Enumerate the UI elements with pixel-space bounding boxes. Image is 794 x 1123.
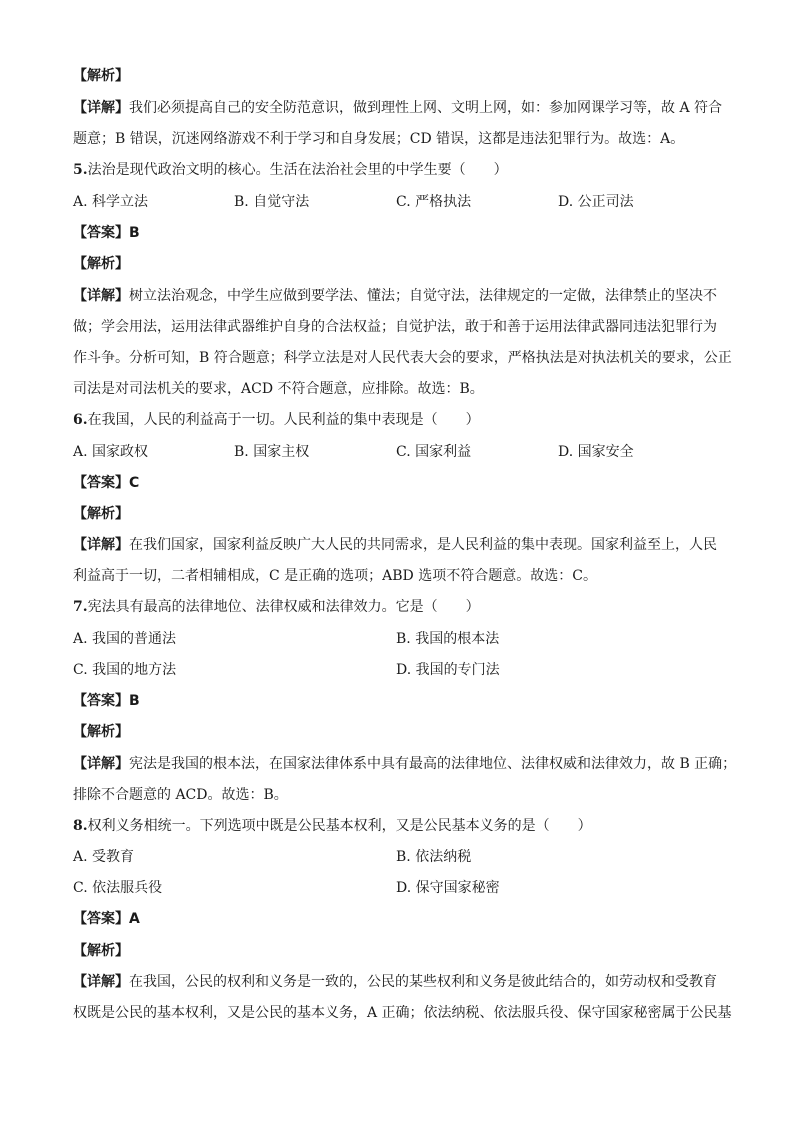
option-a: A. 科学立法 (73, 194, 149, 210)
question-stem (73, 816, 592, 836)
detail-text: 司法是对司法机关的要求，ACD 不符合题意，应排除。故选：B。 (73, 381, 484, 397)
answer-tag: 【答案】 (73, 911, 129, 927)
detail-text: 作斗争。分析可知，B 符合题意；科学立法是对人民代表大会的要求，严格执法是对执法机关的要求，公正 (73, 350, 732, 366)
detail-text: 在我们国家，国家利益反映广大人民的共同需求，是人民利益的集中表现。国家利益至上，人民 (129, 537, 717, 553)
detail-paragraph-line (73, 754, 736, 774)
analysis-heading: 【解析】 (73, 68, 129, 84)
analysis-heading: 【解析】 (73, 943, 129, 959)
option-c: C. 我国的地方法 (73, 662, 177, 678)
question-stem (73, 597, 480, 617)
option-c: C. 依法服兵役 (73, 880, 163, 896)
answer-value: A (129, 911, 140, 927)
answer-tag: 【答案】 (73, 475, 129, 491)
analysis-heading: 【解析】 (73, 256, 129, 272)
answer-value: B (129, 225, 140, 241)
question-text: 法治是现代政治文明的核心。生活在法治社会里的中学生要（ ） (87, 162, 508, 178)
question-text: 在我国，人民的利益高于一切。人民利益的集中表现是（ ） (87, 412, 480, 428)
question-number: 5. (73, 162, 88, 178)
question-number: 8. (73, 818, 88, 834)
option-b: B. 依法纳税 (396, 849, 472, 865)
detail-text: 权既是公民的基本权利，又是公民的基本义务，A 正确；依法纳税、依法服兵役、保守国家秘密属于公民基 (73, 1005, 732, 1021)
detail-tag: 【详解】 (73, 288, 129, 304)
detail-text: 在我国，公民的权利和义务是一致的，公民的某些权利和义务是彼此结合的，如劳动权和受教育 (129, 974, 717, 990)
detail-text: 做；学会用法，运用法律武器维护自身的合法权益；自觉护法，敢于和善于运用法律武器同违法犯罪行为 (73, 319, 717, 335)
detail-text: 树立法治观念，中学生应做到要学法、懂法；自觉守法，法律规定的一定做，法律禁止的坚决不 (129, 288, 717, 304)
option-d: D. 国家安全 (558, 444, 634, 460)
analysis-heading: 【解析】 (73, 724, 129, 740)
question-stem (73, 410, 480, 430)
detail-paragraph-line (73, 972, 717, 992)
detail-text: 题意；B 错误，沉迷网络游戏不利于学习和自身发展；CD 错误，这都是违法犯罪行为。故选：A。 (73, 131, 685, 147)
answer-tag: 【答案】 (73, 225, 129, 241)
option-d: D. 保守国家秘密 (396, 880, 500, 896)
question-text: 权利义务相统一。下列选项中既是公民基本权利，又是公民基本义务的是（ ） (87, 818, 592, 834)
analysis-heading: 【解析】 (73, 506, 129, 522)
option-d: D. 公正司法 (558, 194, 634, 210)
detail-text: 宪法是我国的根本法，在国家法律体系中具有最高的法律地位、法律权威和法律效力，故 B 正确； (129, 756, 737, 772)
answer-line (73, 909, 140, 929)
detail-paragraph-line (73, 286, 717, 306)
option-b: B. 国家主权 (234, 444, 310, 460)
answer-value: C (129, 475, 140, 491)
detail-tag: 【详解】 (73, 100, 129, 116)
option-a: A. 我国的普通法 (73, 631, 177, 647)
detail-tag: 【详解】 (73, 974, 129, 990)
question-stem (73, 160, 508, 180)
option-b: B. 我国的根本法 (396, 631, 500, 647)
detail-text: 我们必须提高自己的安全防范意识，做到理性上网、文明上网，如：参加网课学习等，故 A 符合 (129, 100, 723, 116)
option-a: A. 受教育 (73, 849, 135, 865)
option-a: A. 国家政权 (73, 444, 149, 460)
detail-paragraph-line (73, 98, 722, 118)
detail-text: 利益高于一切，二者相辅相成，C 是正确的选项；ABD 选项不符合题意。故选：C。 (73, 568, 597, 584)
detail-tag: 【详解】 (73, 756, 129, 772)
option-c: C. 严格执法 (396, 194, 472, 210)
detail-tag: 【详解】 (73, 537, 129, 553)
option-c: C. 国家利益 (396, 444, 472, 460)
detail-paragraph-line (73, 535, 717, 555)
detail-text: 排除不合题意的 ACD。故选：B。 (73, 787, 288, 803)
option-d: D. 我国的专门法 (396, 662, 500, 678)
answer-line (73, 691, 140, 711)
question-number: 6. (73, 412, 88, 428)
answer-tag: 【答案】 (73, 693, 129, 709)
question-text: 宪法具有最高的法律地位、法律权威和法律效力。它是（ ） (87, 599, 480, 615)
answer-line (73, 223, 140, 243)
question-number: 7. (73, 599, 88, 615)
answer-line (73, 473, 139, 493)
option-b: B. 自觉守法 (234, 194, 310, 210)
answer-value: B (129, 693, 140, 709)
